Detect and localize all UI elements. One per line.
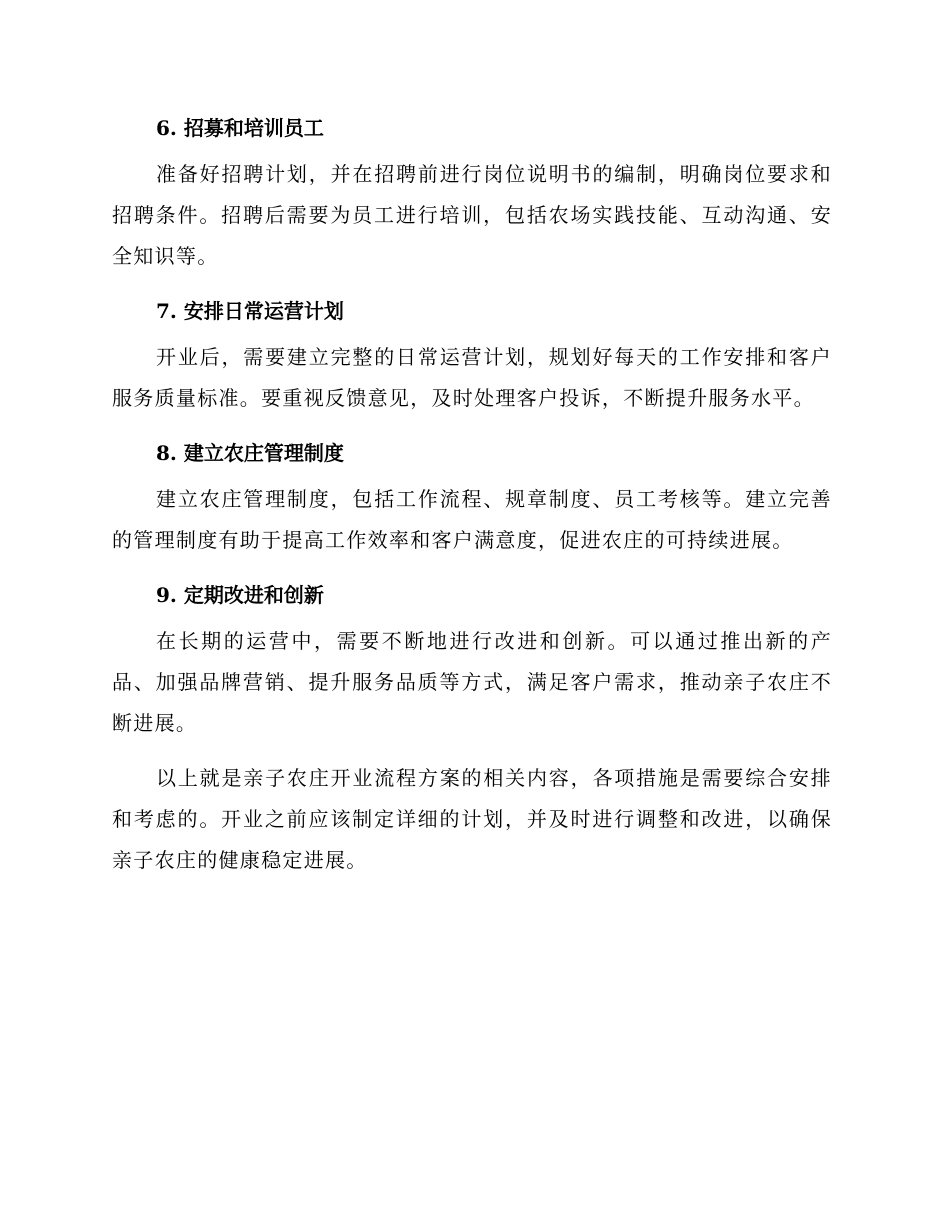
- document-body: [112, 108, 832, 895]
- closing-paragraph: 以上就是亲子农庄开业流程方案的相关内容，各项措施是需要综合安排和考虑的。开业之前应该制定详细的计划，并及时进行调整和改进，以确保亲子农庄的健康稳定进展。: [112, 766, 832, 872]
- section-body-7: 开业后，需要建立完整的日常运营计划，规划好每天的工作安排和客户服务质量标准。要重视反馈意见，及时处理客户投诉，不断提升服务水平。: [112, 345, 832, 410]
- section-heading-9: 9. 定期改进和创新: [156, 583, 324, 607]
- section-body-8: 建立农庄管理制度，包括工作流程、规章制度、员工考核等。建立完善的管理制度有助于提高工作效率和客户满意度，促进农庄的可持续进展。: [112, 487, 832, 552]
- section-heading-8: 8. 建立农庄管理制度: [156, 441, 344, 465]
- section-heading-7: 7. 安排日常运营计划: [156, 299, 344, 323]
- section-body-6: 准备好招聘计划，并在招聘前进行岗位说明书的编制，明确岗位要求和招聘条件。招聘后需要为员工进行培训，包括农场实践技能、互动沟通、安全知识等。: [112, 162, 832, 268]
- section-body-9: 在长期的运营中，需要不断地进行改进和创新。可以通过推出新的产品、加强品牌营销、提升服务品质等方式，满足客户需求，推动亲子农庄不断进展。: [112, 629, 832, 735]
- section-heading-6: 6. 招募和培训员工: [156, 116, 324, 140]
